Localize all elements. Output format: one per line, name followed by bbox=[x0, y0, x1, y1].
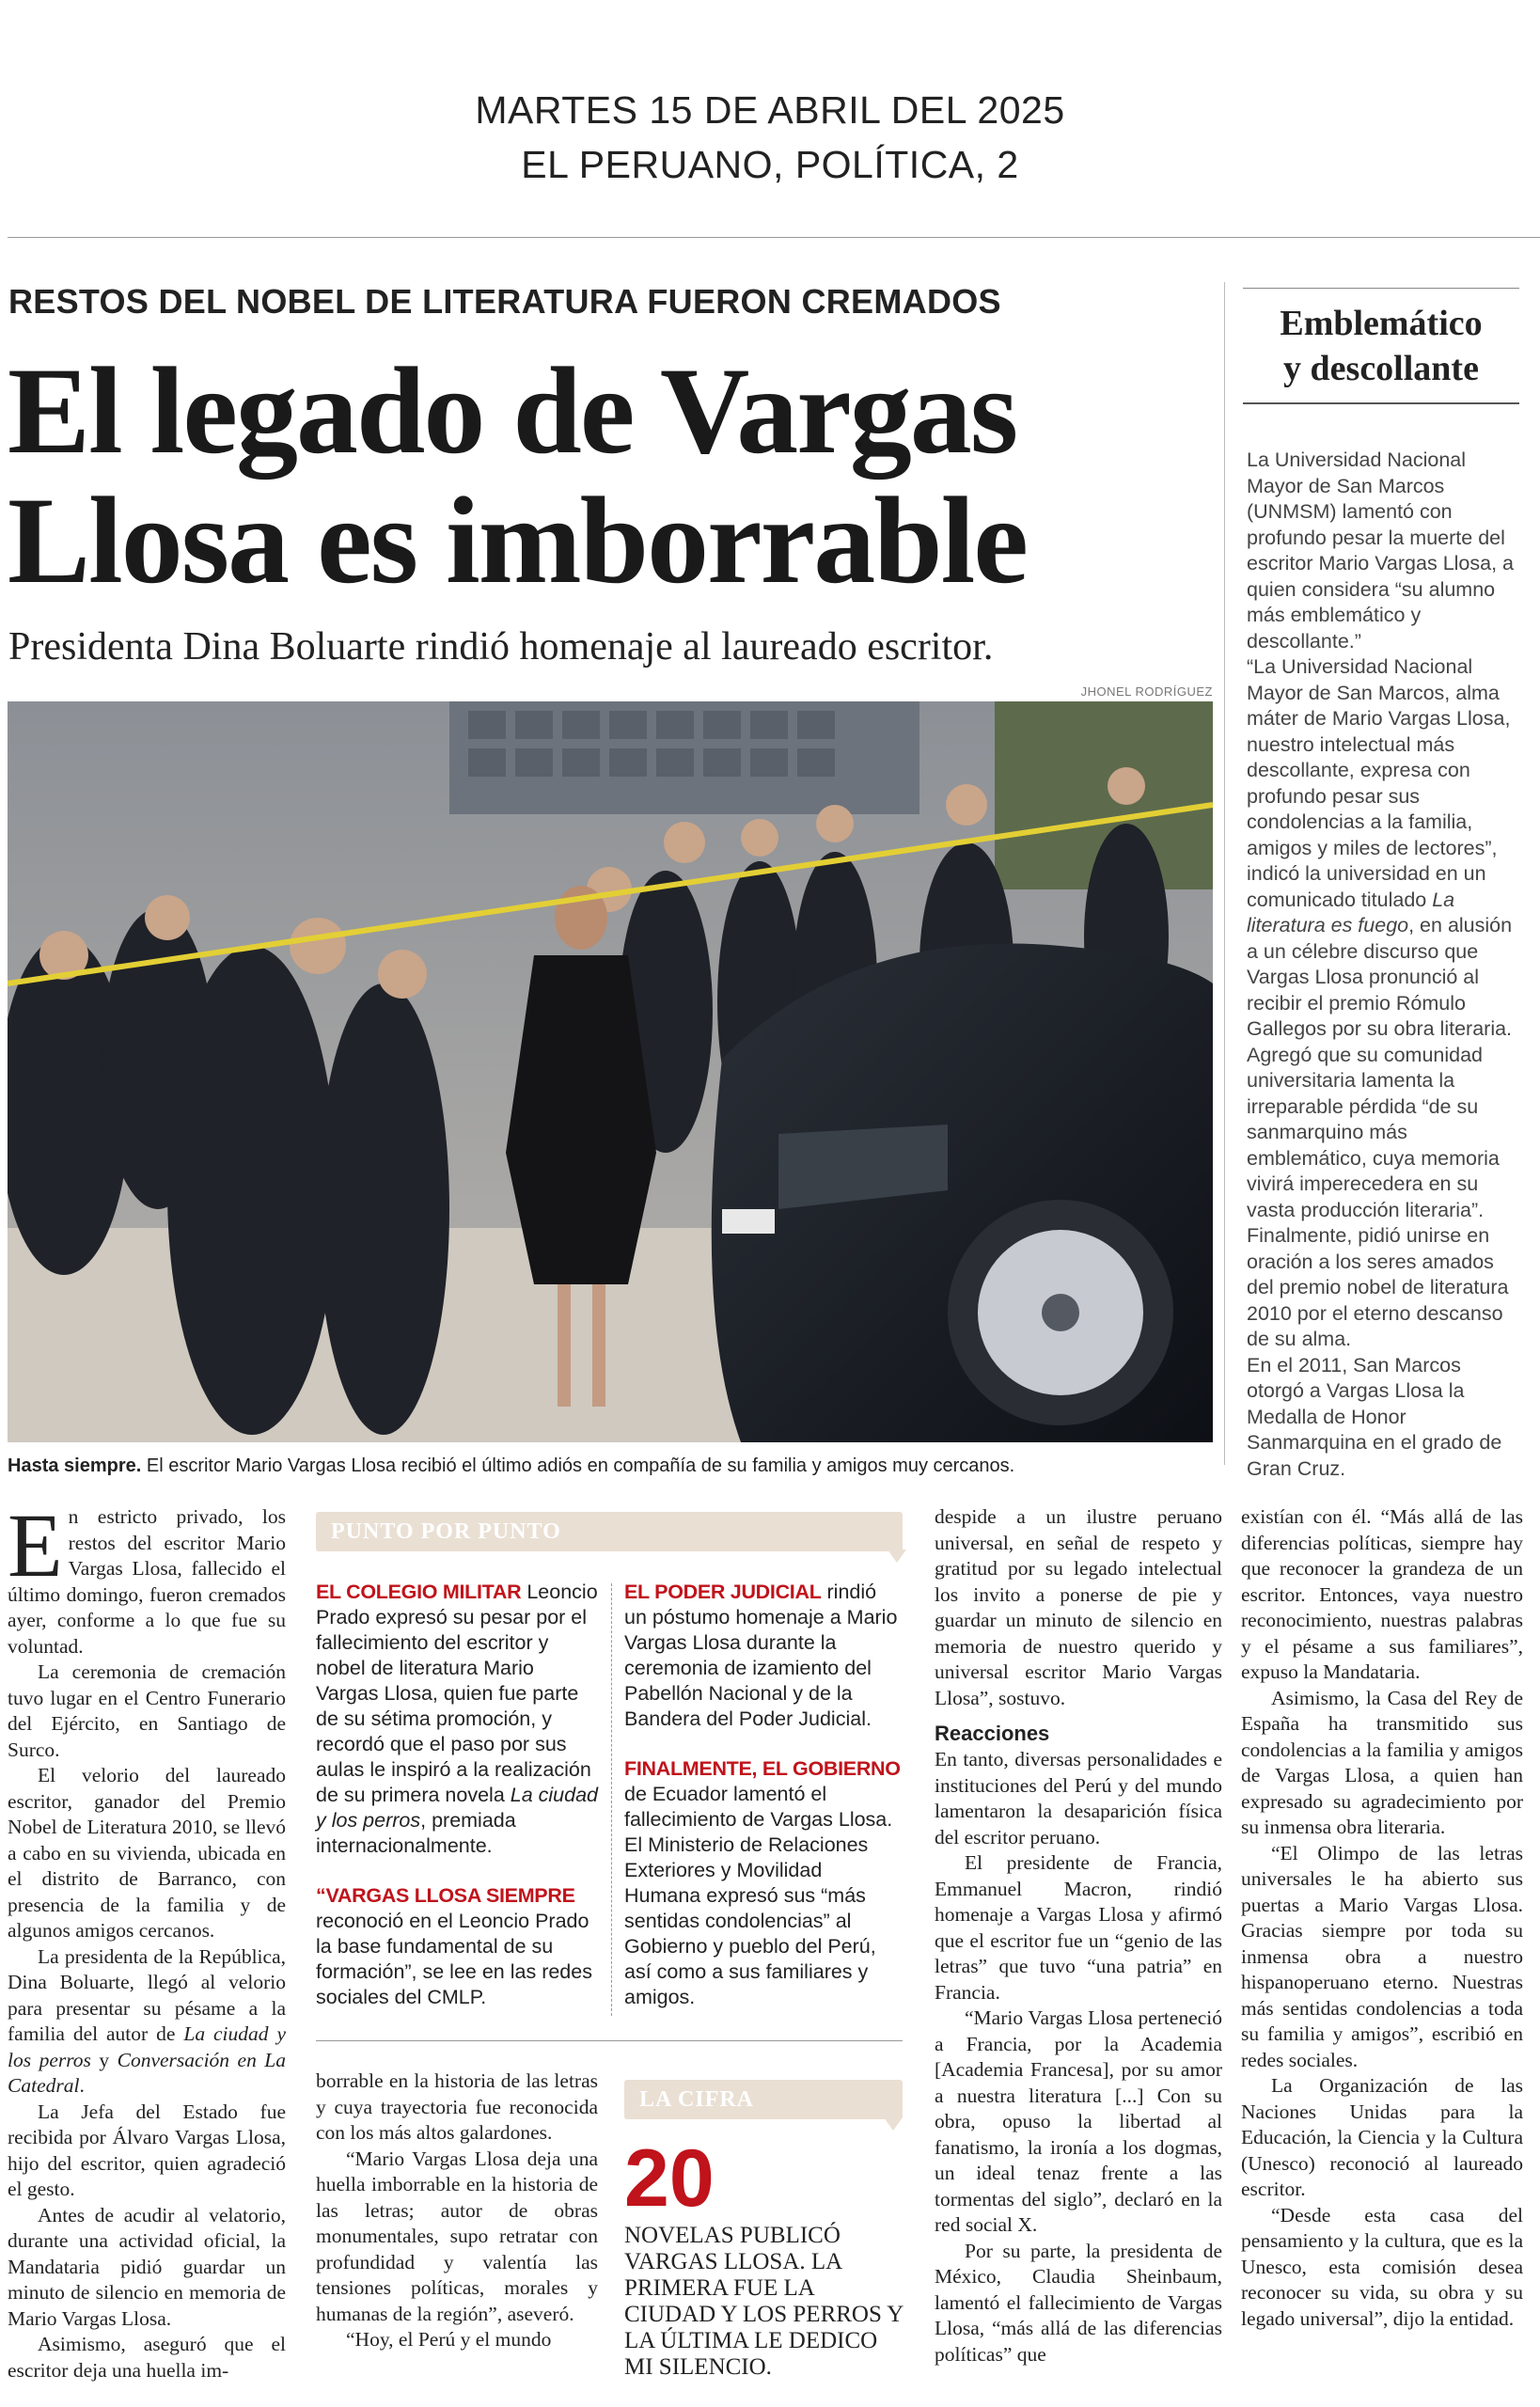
sidebar-body bbox=[1247, 448, 1521, 1482]
sidebar-italic: La literatura es fuego bbox=[1247, 888, 1455, 936]
body-paragraph: Antes de acudir al velatorio, durante una actividad oficial, la Mandataria pidió guardar un minuto de silencio en memoria de Mario Vargas Llosa. bbox=[8, 2203, 286, 2330]
punto-item-text: de Ecuador lamentó el fallecimiento de Vargas Llosa. El Ministerio de Relaciones Exteriores y Movilidad Humana expresó sus “más sentidas condolencias” al Gobierno y pueblo del Perú, así como a sus familiares y amigos. bbox=[624, 1783, 893, 2008]
article-kicker: RESTOS DEL NOBEL DE LITERATURA FUERON CREMADOS bbox=[8, 282, 1001, 321]
punto-por-punto-column-2 bbox=[624, 1580, 903, 2035]
body-text: y bbox=[90, 2048, 118, 2071]
body-paragraph: “Mario Vargas Llosa perteneció a Francia, por la Academia [Academia Francesa], por su amor a nuestra literatura [...] Con su obra, opuso la libertad al fanatismo, la ironía a los dogmas, un ideal tenaz frente a las tormentas del siglo”, declaró en la red social X. bbox=[935, 2006, 1222, 2236]
body-paragraph: Asimismo, aseguró que el escritor deja una huella im- bbox=[8, 2333, 286, 2382]
body-paragraph: “Desde esta casa del pensamiento y la cultura, que es la Unesco, esta comisión desea reconocer su vida, su obra y su legado universal”, dijo la entidad. bbox=[1241, 2203, 1523, 2330]
sidebar-title bbox=[1243, 301, 1519, 391]
body-paragraph: “Mario Vargas Llosa deja una huella imborrable en la historia de las letras; autor de obras monumentales, supo retratar con profundidad y valentía las tensiones políticas, morales y humanas de la región”, aseveró. bbox=[316, 2147, 598, 2325]
sidebar-text: , en alusión a un célebre discurso que Vargas Llosa pronunció al recibir el premio Rómulo Gallegos por su obra literaria. bbox=[1247, 914, 1513, 1040]
caption-text: El escritor Mario Vargas Llosa recibió el último adiós en compañía de su familia y amigos muy cercanos. bbox=[141, 1455, 1015, 1476]
body-text: La presidenta de la República, Dina Boluarte, llegó al velorio para presentar su pésame a la familia del autor de bbox=[8, 1944, 286, 2045]
photo-illustration bbox=[8, 701, 1213, 1442]
body-column-2 bbox=[316, 2069, 598, 2353]
sidebar-top-rule bbox=[1243, 288, 1519, 289]
subheading-reacciones: Reacciones bbox=[935, 1722, 1050, 1745]
punto-por-punto-label: PUNTO POR PUNTO bbox=[331, 1519, 561, 1544]
punto-item-text: Leoncio Prado expresó su pesar por el fallecimiento del escritor y nobel de literatura Mario Vargas Llosa, quien fue parte de su sétima promoción, y recordó que el paso por sus aulas le inspiró a la realización de su primera novela bbox=[316, 1581, 598, 1806]
la-cifra-header bbox=[624, 2080, 903, 2119]
sidebar-paragraph: Finalmente, pidió unirse en oración a los seres amados del premio nobel de literatura 2010 por el eterno descanso de su alma. bbox=[1247, 1224, 1509, 1350]
body-text: . bbox=[79, 2074, 85, 2097]
punto-por-punto-column-1 bbox=[316, 1580, 598, 2035]
book-title: La ciudad y los perros bbox=[316, 1784, 598, 1832]
punto-item-lead: EL COLEGIO MILITAR bbox=[316, 1581, 522, 1603]
punto-item bbox=[316, 1883, 598, 2010]
sidebar-paragraph: Agregó que su comunidad universitaria lamenta la irreparable pérdida “de su sanmarquino más emblemático, cuya memoria vivirá imperecedera en su vasta producción literaria”. bbox=[1247, 1043, 1500, 1221]
sidebar-title-rule bbox=[1243, 402, 1519, 404]
punto-item bbox=[624, 1756, 903, 2010]
punto-por-punto-header bbox=[316, 1512, 903, 1551]
photo-caption bbox=[8, 1455, 1213, 1477]
body-paragraph: En tanto, diversas personalidades e instituciones del Perú y del mundo lamentaron la desaparición física del escritor peruano. bbox=[935, 1748, 1222, 1849]
body-paragraph: “Hoy, el Perú y el mundo bbox=[346, 2328, 552, 2351]
sidebar-title-line-2: y descollante bbox=[1283, 349, 1479, 388]
sidebar-title-line-1: Emblemático bbox=[1280, 304, 1483, 343]
sidebar-text: “La Universidad Nacional Mayor de San Marcos, alma máter de Mario Vargas Llosa, nuestro intelectual más descollante, expresa con profundo pesar sus condolencias a la familia, amigos y miles de lectores”, indicó la universidad en un comunicado titulado bbox=[1247, 655, 1511, 911]
sidebar-paragraph bbox=[1247, 654, 1521, 1043]
punto-item bbox=[316, 1580, 598, 1859]
body-paragraph: Asimismo, la Casa del Rey de España ha transmitido sus condolencias a la familia y amigos de Vargas Llosa, a quien han expresado su agradecimiento por su inmensa obra literaria. bbox=[1241, 1686, 1523, 1838]
body-paragraph: El velorio del laureado escritor, ganador del Premio Nobel de Literatura 2010, se llevó a cabo en su vivienda, ubicada en el distrito de Barranco, con presencia de la familia y de algunos amigos cercanos. bbox=[8, 1764, 286, 1942]
body-paragraph: La ceremonia de cremación tuvo lugar en el Centro Funerario del Ejército, en Santiago de Surco. bbox=[8, 1660, 286, 1761]
punto-item bbox=[624, 1580, 903, 1732]
body-column-4 bbox=[935, 1504, 1222, 2368]
body-paragraph: despide a un ilustre peruano universal, en señal de respeto y gratitud por su legado intelectual los invito a ponerse de pie y guardar un minuto de silencio en memoria de nuestro querido y universal escritor Mario Vargas Llosa”, sostuvo. bbox=[935, 1505, 1222, 1709]
punto-item-text: reconoció en el Leoncio Prado la base fundamental de su formación”, se lee en las redes sociales del CMLP. bbox=[316, 1910, 592, 2008]
punto-item-lead: “VARGAS LLOSA SIEMPRE bbox=[316, 1884, 575, 1907]
caption-lead: Hasta siempre. bbox=[8, 1455, 142, 1476]
punto-item-lead: EL PODER JUDICIAL bbox=[624, 1581, 822, 1603]
top-divider bbox=[8, 237, 1540, 238]
dateline bbox=[0, 83, 1540, 192]
article-headline bbox=[8, 341, 1211, 609]
issue-date: MARTES 15 DE ABRIL DEL 2025 bbox=[475, 88, 1065, 132]
body-paragraph: existían con él. “Más allá de las diferencias políticas, siempre hay que reconocer la grandeza de un escritor. Entonces, vaya nuestro reconocimiento, nuestras palabras y el pésame a sus familiares”, expuso la Mandataria. bbox=[1241, 1505, 1523, 1683]
sidebar-paragraph: La Universidad Nacional Mayor de San Marcos (UNMSM) lamentó con profundo pesar la muerte del escritor Mario Vargas Llosa, a quien considera “su alumno más emblemático y descollante.” bbox=[1247, 448, 1514, 653]
headline-line-1: El legado de Vargas bbox=[8, 341, 1017, 480]
main-photo bbox=[8, 701, 1213, 1442]
photo-credit: JHONEL RODRÍGUEZ bbox=[1080, 684, 1213, 699]
drop-cap: E bbox=[8, 1495, 63, 1596]
la-cifra-number: 20 bbox=[624, 2133, 715, 2224]
la-cifra-label: LA CIFRA bbox=[639, 2087, 755, 2112]
body-paragraph: “El Olimpo de las letras universales le ha abierto sus puertas a Mario Vargas Llosa. Gracias siempre por toda su inmensa obra a nuestro hispanoperuano eterno. Nuestras más sentidas condolencias a toda su familia y amigos”, escribió en redes sociales. bbox=[1241, 1841, 1523, 2071]
book-title: La ciudad y los perros bbox=[8, 2022, 286, 2071]
sidebar-divider bbox=[1224, 282, 1225, 1465]
sidebar-paragraph: En el 2011, San Marcos otorgó a Vargas Llosa la Medalla de Honor Sanmarquina en el grado de Gran Cruz. bbox=[1247, 1353, 1502, 1480]
article-subhead: Presidenta Dina Boluarte rindió homenaje al laureado escritor. bbox=[8, 625, 994, 669]
body-column-1 bbox=[8, 1495, 287, 2383]
punto-por-punto-tail bbox=[888, 1550, 906, 1563]
la-cifra-tail bbox=[884, 2117, 903, 2131]
punto-por-punto-bottom-rule bbox=[316, 2040, 903, 2041]
body-paragraph: La Jefa del Estado fue recibida por Álvaro Vargas Llosa, hijo del escritor, quien agradeció el gesto. bbox=[8, 2100, 286, 2200]
body-text: n estricto privado, los restos del escritor Mario Vargas Llosa, fallecido el último domingo, fueron cremados ayer, conforme a lo que fue su voluntad. bbox=[8, 1505, 286, 1658]
punto-por-punto-divider bbox=[611, 1583, 612, 2016]
section-label: EL PERUANO, POLÍTICA, 2 bbox=[521, 143, 1019, 186]
body-paragraph bbox=[8, 1944, 286, 2100]
body-paragraph: El presidente de Francia, Emmanuel Macron, rindió homenaje a Vargas Llosa y afirmó que el escritor fue un “genio de las letras” que tuvo “una patria” en Francia. bbox=[935, 1851, 1222, 2004]
body-paragraph: borrable en la historia de las letras y cuya trayectoria fue reconocida con los más altos galardones. bbox=[316, 2069, 598, 2144]
punto-item-text: rindió un póstumo homenaje a Mario Vargas Llosa durante la ceremonia de izamiento del Pabellón Nacional y de la Bandera del Poder Judicial. bbox=[624, 1581, 898, 1730]
body-column-5 bbox=[1241, 1504, 1523, 2332]
la-cifra-text: NOVELAS PUBLICÓ VARGAS LLOSA. LA PRIMERA FUE LA CIUDAD Y LOS PERROS Y LA ÚLTIMA LE DEDICO MI SILENCIO. bbox=[624, 2223, 904, 2380]
headline-line-2: Llosa es imborrable bbox=[8, 471, 1027, 609]
body-paragraph: La Organización de las Naciones Unidas para la Educación, la Ciencia y la Cultura (Unesco) reconoció al laureado escritor. bbox=[1241, 2074, 1523, 2200]
body-paragraph bbox=[8, 1495, 286, 1660]
punto-item-lead: FINALMENTE, EL GOBIERNO bbox=[624, 1757, 901, 1780]
book-title: Conversación en La Catedral bbox=[8, 2048, 287, 2097]
body-paragraph: Por su parte, la presidenta de México, Claudia Sheinbaum, lamentó el fallecimiento de Vargas Llosa, “más allá de las diferencias políticas” que bbox=[935, 2239, 1222, 2366]
punto-item-text: , premiada internacionalmente. bbox=[316, 1809, 516, 1857]
